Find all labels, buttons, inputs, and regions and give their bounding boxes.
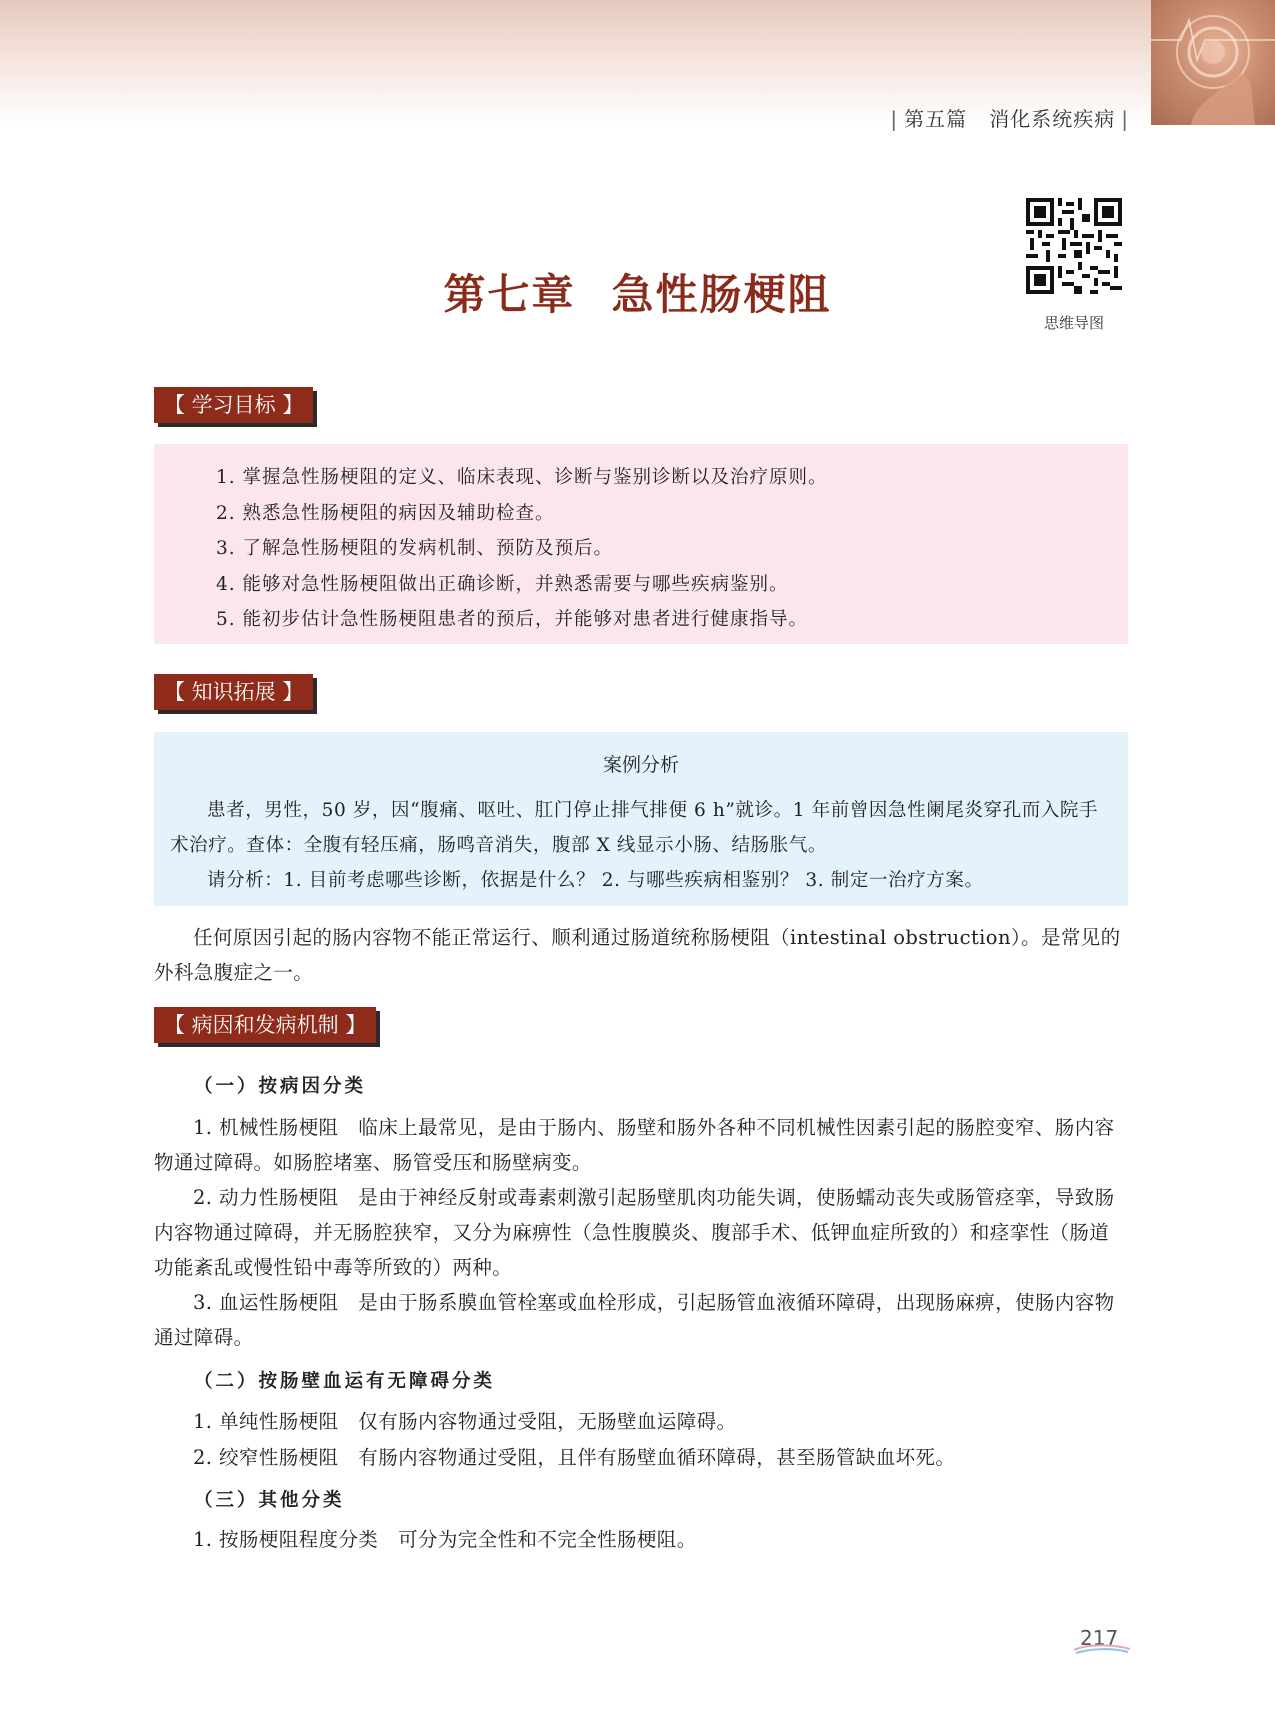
- qr-code-icon[interactable]: [1026, 198, 1122, 294]
- case-paragraph: 患者，男性，50 岁，因“腹痛、呕吐、肛门停止排气排便 6 h”就诊。1 年前曾因急性阑尾炎穿孔而入院手术治疗。查体：全腹有轻压痛，肠鸣音消失，腹部 X 线显示小肠、结肠胀气。: [170, 800, 1099, 856]
- subheading-by-blood-supply: （二）按肠壁血运有无障碍分类: [194, 1371, 496, 1392]
- page-number: 217: [1080, 1626, 1119, 1650]
- paragraph-degree: 1. 按肠梗阻程度分类 可分为完全性和不完全性肠梗阻。: [193, 1528, 697, 1551]
- subheading-by-cause: （一）按病因分类: [194, 1076, 367, 1097]
- running-head: | 第五篇 消化系统疾病 |: [890, 107, 1129, 131]
- paragraph-mechanical: 1. 机械性肠梗阻 临床上最常见，是由于肠内、肠壁和肠外各种不同机械性因素引起的肠腔变窄、肠内容物通过障碍。如肠腔堵塞、肠管受压和肠壁病变。: [154, 1116, 1115, 1174]
- learning-objectives-box: [154, 444, 1128, 644]
- chapter-name: 急性肠梗阻: [611, 270, 832, 319]
- etiology-label: 【 病因和发病机制 】: [154, 1007, 376, 1043]
- learning-objectives-label: 【 学习目标 】: [154, 387, 313, 423]
- chapter-number: 第七章: [443, 270, 576, 319]
- part-title: 消化系统疾病: [989, 107, 1116, 131]
- qr-caption: 思维导图: [1043, 314, 1104, 332]
- case-title: 案例分析: [602, 754, 679, 776]
- intro-paragraph: 任何原因引起的肠内容物不能正常运行、顺利通过肠道统称肠梗阻（intestinal obstruction）。是常见的外科急腹症之一。: [154, 926, 1121, 984]
- part-number: 第五篇: [904, 107, 968, 131]
- case-question: 请分析：1. 目前考虑哪些诊断，依据是什么？ 2. 与哪些疾病相鉴别？ 3. 制定一治疗方案。: [207, 870, 984, 891]
- objective-item: 5. 能初步估计急性肠梗阻患者的预后，并能够对患者进行健康指导。: [216, 609, 809, 630]
- knowledge-extension-label: 【 知识拓展 】: [154, 674, 313, 710]
- objective-item: 3. 了解急性肠梗阻的发病机制、预防及预后。: [216, 538, 614, 559]
- objective-item: 4. 能够对急性肠梗阻做出正确诊断，并熟悉需要与哪些疾病鉴别。: [216, 573, 789, 595]
- corner-stethoscope-image: [1151, 0, 1275, 125]
- subheading-other: （三）其他分类: [194, 1490, 345, 1511]
- paragraph-strangulated: 2. 绞窄性肠梗阻 有肠内容物通过受阻，且伴有肠壁血循环障碍，甚至肠管缺血坏死。: [193, 1446, 956, 1469]
- case-analysis-box: [154, 732, 1128, 906]
- paragraph-dynamic: 2. 动力性肠梗阻 是由于神经反射或毒素刺激引起肠壁肌肉功能失调，使肠蠕动丧失或肠管痉挛，导致肠内容物通过障碍，并无肠腔狭窄，又分为麻痹性（急性腹膜炎、腹部手术、低钾血症所致的）和痉挛性（肠道功能紊乱或慢性铅中毒等所致的）两种。: [154, 1186, 1115, 1279]
- page-number-swoosh-icon: [1072, 1642, 1132, 1656]
- objective-item: 2. 熟悉急性肠梗阻的病因及辅助检查。: [216, 502, 555, 524]
- paragraph-vascular: 3. 血运性肠梗阻 是由于肠系膜血管栓塞或血栓形成，引起肠管血液循环障碍，出现肠麻痹，使肠内容物通过障碍。: [154, 1291, 1115, 1349]
- objective-item: 1. 掌握急性肠梗阻的定义、临床表现、诊断与鉴别诊断以及治疗原则。: [216, 467, 828, 488]
- paragraph-simple: 1. 单纯性肠梗阻 仅有肠内容物通过受阻，无肠壁血运障碍。: [193, 1410, 737, 1433]
